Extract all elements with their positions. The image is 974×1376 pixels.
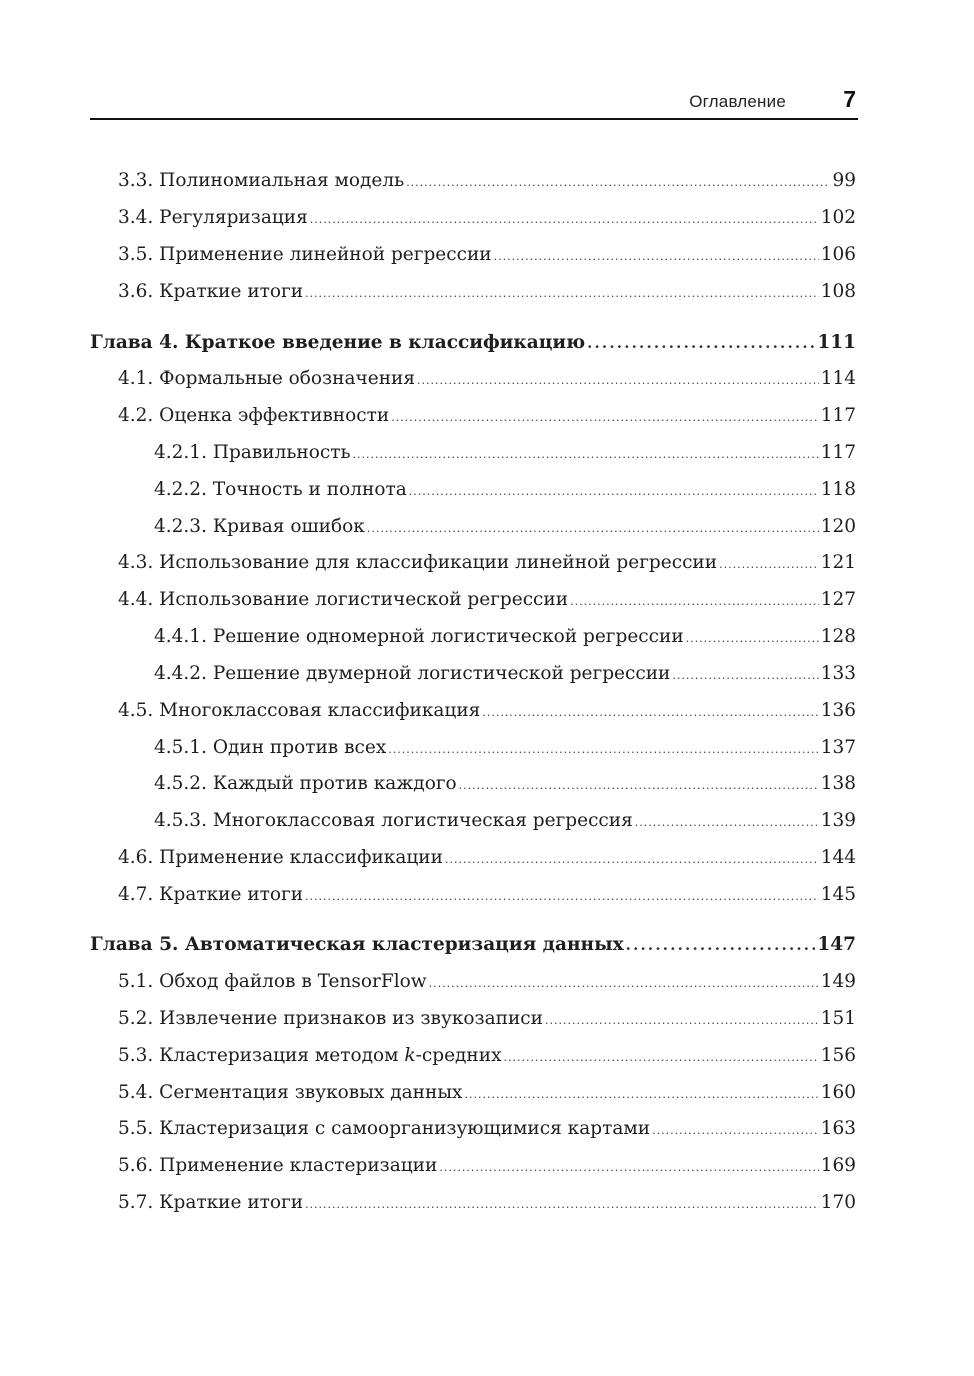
toc-entry-page: 145 [820, 884, 856, 905]
toc-entry-5-3[interactable] [118, 1044, 856, 1070]
dot-leader [494, 245, 819, 269]
toc-entry-label: 4.3. Использование для классификации линейной регрессии [118, 552, 718, 573]
toc-entry-label: 4.5. Многоклассовая классификация [118, 700, 481, 721]
toc-entry-page: 118 [820, 479, 856, 500]
dot-leader [367, 517, 819, 541]
dot-leader [545, 1009, 819, 1033]
toc-entry-4-5-1[interactable] [154, 736, 856, 762]
dot-leader [719, 553, 819, 577]
toc-entry-label: 4.5.2. Каждый против каждого [154, 773, 457, 794]
toc-entry-page: 114 [820, 368, 856, 389]
toc-entry-label: 4.5.1. Один против всех [154, 737, 387, 758]
dot-leader [570, 590, 819, 614]
toc-entry-label: 3.6. Краткие итоги [118, 281, 304, 302]
toc-entry-page: 121 [820, 552, 856, 573]
toc-entry-label: 4.7. Краткие итоги [118, 884, 304, 905]
dot-leader [417, 369, 819, 393]
toc-entry-page: 160 [820, 1082, 856, 1103]
dot-leader [305, 885, 819, 909]
toc-entry-4-1[interactable] [118, 367, 856, 393]
toc-entry-page: 136 [820, 700, 856, 721]
toc-entry-4-4[interactable] [118, 588, 856, 614]
dot-leader [652, 1119, 819, 1143]
chapter-page: 111 [817, 332, 856, 353]
toc-entry-4-5-3[interactable] [154, 809, 856, 835]
toc-entry-label [118, 1044, 502, 1068]
label-italic-k: k [404, 1045, 416, 1066]
dot-leader [626, 933, 816, 957]
dot-leader [672, 664, 818, 688]
dot-leader [391, 406, 818, 430]
dot-leader [459, 774, 819, 798]
toc-entry-4-2-3[interactable] [154, 515, 856, 541]
toc-entry-5-6[interactable] [118, 1154, 856, 1180]
toc-entry-label: 5.1. Обход файлов в TensorFlow [118, 971, 427, 992]
header-title: Оглавление [689, 92, 786, 111]
toc-entry-page: 102 [820, 207, 856, 228]
dot-leader [504, 1046, 819, 1070]
label-suffix: -средних [415, 1045, 502, 1066]
dot-leader [587, 331, 815, 355]
toc-entry-page: 99 [832, 170, 856, 191]
toc-entry-page: 128 [820, 626, 856, 647]
chapter-label: Глава 5. Автоматическая кластеризация данных [90, 934, 624, 955]
dot-leader [464, 1083, 818, 1107]
toc-entry-page: 137 [820, 737, 856, 758]
toc-entry-label: 4.4. Использование логистической регрессии [118, 589, 569, 610]
toc-entry-5-2[interactable] [118, 1007, 856, 1033]
toc-entry-label: 4.4.2. Решение двумерной логистической регрессии [154, 663, 671, 684]
toc-entry-4-7[interactable] [118, 883, 856, 909]
dot-leader [445, 848, 819, 872]
toc-chapter-5[interactable] [90, 933, 856, 957]
toc-entry-page: 144 [820, 847, 856, 868]
toc-entry-page: 117 [820, 405, 856, 426]
toc-entry-4-4-1[interactable] [154, 625, 856, 651]
toc-entry-label: 3.4. Регуляризация [118, 207, 308, 228]
dot-leader [482, 701, 818, 725]
toc-entry-page: 108 [820, 281, 856, 302]
chapter-label: Глава 4. Краткое введение в классификацию [90, 332, 586, 353]
toc-entry-label: 4.6. Применение классификации [118, 847, 443, 868]
dot-leader [409, 480, 819, 504]
toc-entry-page: 138 [820, 773, 856, 794]
dot-leader [305, 282, 819, 306]
toc-entry-3-3[interactable] [118, 169, 856, 195]
toc-entry-3-5[interactable] [118, 243, 856, 269]
page-number: 7 [843, 86, 856, 112]
toc-entry-label: 5.7. Краткие итоги [118, 1192, 304, 1213]
toc-entry-4-6[interactable] [118, 846, 856, 872]
toc-entry-4-4-2[interactable] [154, 662, 856, 688]
toc-entry-page: 127 [820, 589, 856, 610]
toc-entry-page: 151 [820, 1008, 856, 1029]
label-prefix: 5.3. Кластеризация методом [118, 1045, 405, 1066]
toc-entry-page: 163 [820, 1118, 856, 1139]
toc-entry-5-7[interactable] [118, 1191, 856, 1217]
toc-entry-label: 5.5. Кластеризация с самоорганизующимися картами [118, 1118, 651, 1139]
dot-leader [406, 171, 830, 195]
toc-entry-4-5[interactable] [118, 699, 856, 725]
toc-entry-label: 4.2.3. Кривая ошибок [154, 516, 365, 537]
toc-entry-page: 149 [820, 971, 856, 992]
toc-entry-5-4[interactable] [118, 1081, 856, 1107]
toc-entry-page: 170 [820, 1192, 856, 1213]
dot-leader [353, 443, 819, 467]
toc-entry-page: 117 [820, 442, 856, 463]
toc-entry-label: 4.2.2. Точность и полнота [154, 479, 407, 500]
toc-entry-4-2-1[interactable] [154, 441, 856, 467]
toc-entry-label: 4.2. Оценка эффективности [118, 405, 390, 426]
toc-entry-3-6[interactable] [118, 280, 856, 306]
dot-leader [686, 627, 819, 651]
toc-entry-page: 120 [820, 516, 856, 537]
toc-entry-page: 139 [820, 810, 856, 831]
toc-entry-4-2-2[interactable] [154, 478, 856, 504]
toc-entry-page: 106 [820, 244, 856, 265]
dot-leader [439, 1156, 818, 1180]
toc-entry-label: 3.5. Применение линейной регрессии [118, 244, 492, 265]
dot-leader [635, 811, 819, 835]
toc-entry-4-3[interactable] [118, 551, 856, 577]
toc-entry-page: 156 [820, 1045, 856, 1066]
toc-entry-label: 4.4.1. Решение одномерной логистической регрессии [154, 626, 684, 647]
toc-entry-label: 5.4. Сегментация звуковых данных [118, 1082, 463, 1103]
chapter-page: 147 [817, 934, 856, 955]
dot-leader [388, 738, 818, 762]
toc-entry-4-2[interactable] [118, 404, 856, 430]
toc-entry-page: 169 [820, 1155, 856, 1176]
toc-entry-5-1[interactable] [118, 970, 856, 996]
toc-entry-page: 133 [820, 663, 856, 684]
toc-entry-label: 4.1. Формальные обозначения [118, 368, 416, 389]
toc-entry-3-4[interactable] [118, 206, 856, 232]
dot-leader [310, 208, 819, 232]
toc-entry-5-5[interactable] [118, 1117, 856, 1143]
toc-entry-label: 3.3. Полиномиальная модель [118, 170, 405, 191]
toc-entry-label: 5.2. Извлечение признаков из звукозаписи [118, 1008, 544, 1029]
dot-leader [429, 972, 819, 996]
toc-entry-4-5-2[interactable] [154, 772, 856, 798]
dot-leader [305, 1193, 819, 1217]
toc-entry-label: 5.6. Применение кластеризации [118, 1155, 438, 1176]
toc-chapter-4[interactable] [90, 331, 856, 355]
toc-entry-label: 4.2.1. Правильность [154, 442, 351, 463]
toc-entry-label: 4.5.3. Многоклассовая логистическая регрессия [154, 810, 633, 831]
